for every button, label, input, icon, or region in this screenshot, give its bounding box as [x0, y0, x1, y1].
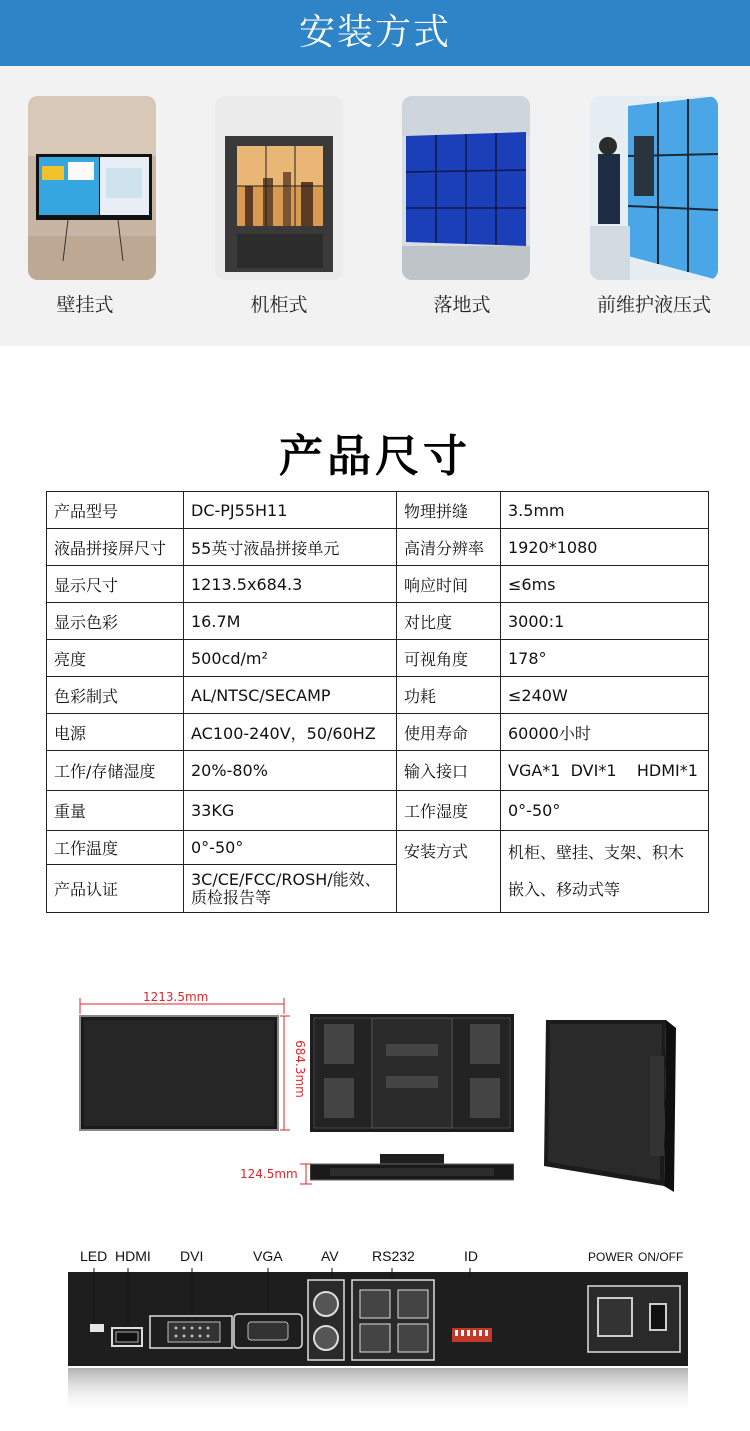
spec-key: 工作/存储湿度 [47, 751, 184, 791]
floor-stand-photo [402, 96, 530, 280]
label-av: AV [321, 1248, 339, 1264]
spec-value: 33KG [184, 791, 397, 831]
back-panel-section [68, 1240, 688, 1420]
spec-value: AL/NTSC/SECAMP [184, 677, 397, 714]
spec-key: 响应时间 [397, 566, 501, 603]
install-methods-section [0, 66, 750, 346]
spec-key: 高清分辨率 [397, 529, 501, 566]
table-row [47, 566, 709, 603]
table-row [47, 492, 709, 529]
depth-dimension-label: 124.5mm [240, 1167, 298, 1181]
spec-key: 液晶拼接屏尺寸 [47, 529, 184, 566]
spec-key: 产品认证 [47, 865, 184, 913]
spec-key: 显示色彩 [47, 603, 184, 640]
height-dimension-label: 684.3mm [293, 1040, 307, 1098]
table-row [47, 865, 709, 913]
spec-table [46, 491, 709, 913]
label-vga: VGA [253, 1248, 283, 1264]
depth-dimension-mark [296, 1162, 312, 1186]
spec-key: 使用寿命 [397, 714, 501, 751]
spec-key: 功耗 [397, 677, 501, 714]
table-row [47, 791, 709, 831]
install-label-floor: 落地式 [433, 294, 491, 316]
label-id: ID [464, 1248, 478, 1264]
spec-value: AC100-240V，50/60HZ [184, 714, 397, 751]
width-dimension-label: 1213.5mm [143, 990, 209, 1004]
spec-value: 16.7M [184, 603, 397, 640]
spec-value: ≤6ms [501, 566, 709, 603]
spec-value: 55英寸液晶拼接单元 [184, 529, 397, 566]
table-row [47, 640, 709, 677]
table-row [47, 529, 709, 566]
install-label-front-maintenance: 前维护液压式 [596, 294, 711, 316]
table-row [47, 603, 709, 640]
label-rs232: RS232 [372, 1248, 415, 1264]
table-row [47, 831, 709, 865]
spec-value: 500cd/m² [184, 640, 397, 677]
label-dvi: DVI [180, 1248, 204, 1264]
spec-value: 3000:1 [501, 603, 709, 640]
spec-key: 可视角度 [397, 640, 501, 677]
spec-value: ≤240W [501, 677, 709, 714]
cabinet-photo [215, 96, 343, 280]
spec-value: 0°-50° [184, 831, 397, 865]
front-view-drawing [70, 988, 310, 1138]
spec-value: 60000小时 [501, 714, 709, 751]
size-section-title: 产品尺寸 [279, 431, 471, 482]
label-onoff: ON/OFF [638, 1250, 684, 1264]
perspective-view-drawing [540, 1016, 680, 1196]
spec-value: 20%-80% [184, 751, 397, 791]
spec-key: 物理拼缝 [397, 492, 501, 529]
back-view-drawing [310, 1014, 514, 1132]
spec-key: 对比度 [397, 603, 501, 640]
table-row [47, 714, 709, 751]
spec-key: 工作湿度 [397, 791, 501, 831]
spec-key: 安装方式 [397, 831, 501, 913]
spec-key: 色彩制式 [47, 677, 184, 714]
label-power: POWER [588, 1250, 634, 1264]
spec-key: 电源 [47, 714, 184, 751]
label-hdmi: HDMI [115, 1248, 151, 1264]
spec-value: 0°-50° [501, 791, 709, 831]
spec-value: 3C/CE/FCC/ROSH/能效、质检报告等 [184, 865, 397, 913]
install-label-cabinet: 机柜式 [250, 294, 308, 316]
spec-value: 3.5mm [501, 492, 709, 529]
spec-value: 1213.5x684.3 [184, 566, 397, 603]
spec-value: 178° [501, 640, 709, 677]
table-row [47, 751, 709, 791]
wall-mount-photo [28, 96, 156, 280]
table-row [47, 677, 709, 714]
back-panel-drawing [68, 1268, 688, 1418]
spec-value: 嵌入、移动式等 [501, 865, 709, 913]
spec-key: 输入接口 [397, 751, 501, 791]
spec-value: 1920*1080 [501, 529, 709, 566]
spec-value: 机柜、壁挂、支架、积木 [501, 831, 709, 865]
spec-key: 产品型号 [47, 492, 184, 529]
spec-key: 重量 [47, 791, 184, 831]
spec-value: VGA*1 DVI*1 HDMI*1 [501, 751, 709, 791]
spec-key: 显示尺寸 [47, 566, 184, 603]
install-label-wall: 壁挂式 [56, 294, 114, 316]
spec-key: 亮度 [47, 640, 184, 677]
spec-key: 工作温度 [47, 831, 184, 865]
front-maintenance-photo [590, 96, 718, 280]
label-led: LED [80, 1248, 108, 1264]
side-view-drawing [310, 1154, 514, 1182]
spec-value: DC-PJ55H11 [184, 492, 397, 529]
header-title: 安装方式 [298, 12, 451, 53]
